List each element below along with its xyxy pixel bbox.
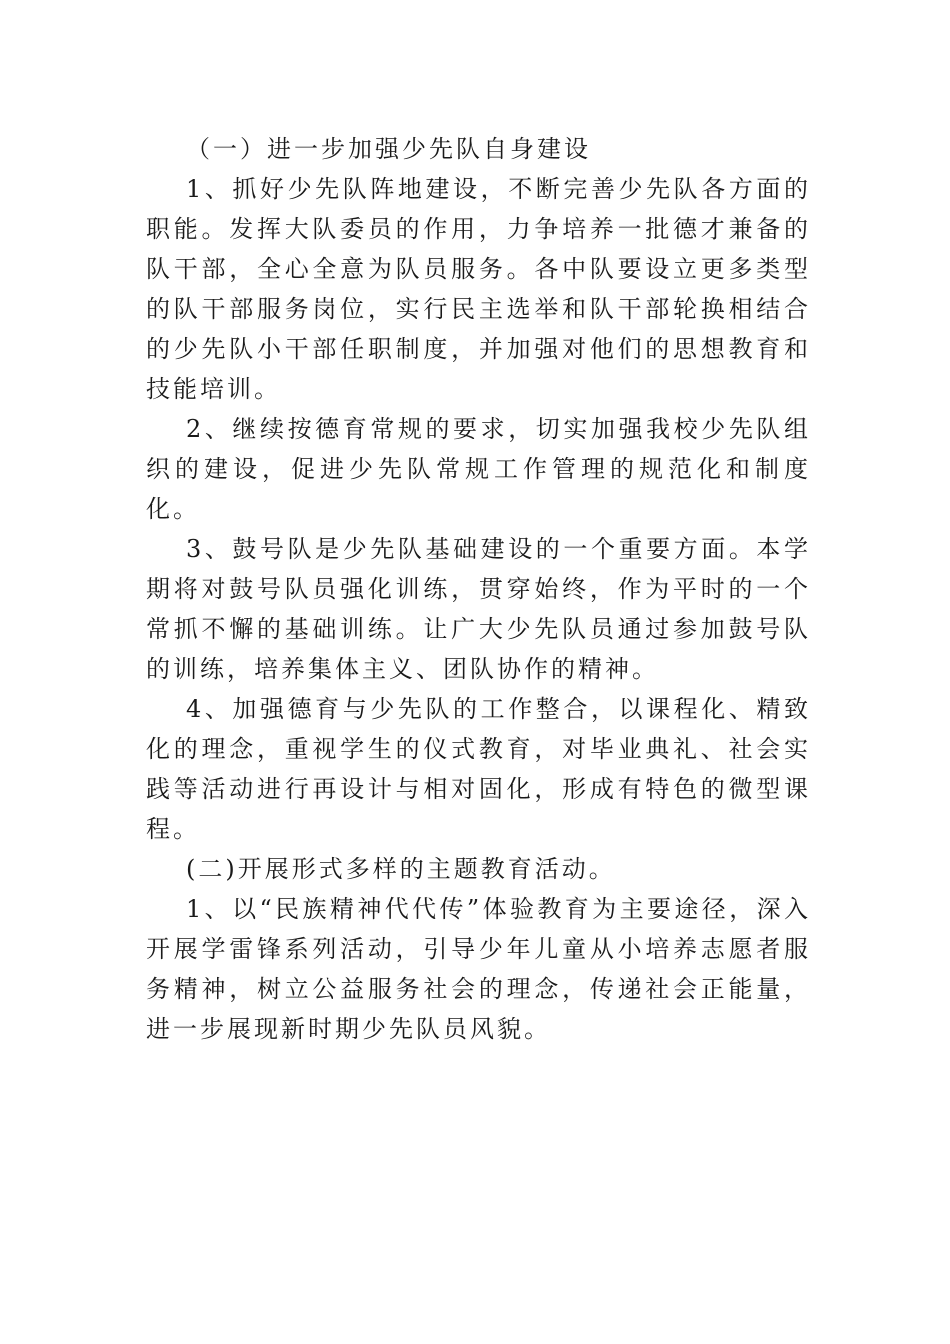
paragraph-5: 1、以“民族精神代代传”体验教育为主要途径，深入开展学雷锋系列活动，引导少年儿童从小培养志愿者服务精神，树立公益服务社会的理念，传递社会正能量，进一步展现新时期少先队员风貌。 <box>146 895 811 1043</box>
paragraph-1: 1、抓好少先队阵地建设，不断完善少先队各方面的职能。发挥大队委员的作用，力争培养一批德才兼备的队干部，全心全意为队员服务。各中队要设立更多类型的队干部服务岗位，实行民主选举和队干部轮换相结合的少先队小干部任职制度，并加强对他们的思想教育和技能培训。 <box>146 175 811 403</box>
document-body <box>146 129 811 1049</box>
section-heading-1: （一）进一步加强少先队自身建设 <box>186 135 591 163</box>
paragraph-3: 3、鼓号队是少先队基础建设的一个重要方面。本学期将对鼓号队员强化训练，贯穿始终，作为平时的一个常抓不懈的基础训练。让广大少先队员通过参加鼓号队的训练，培养集体主义、团队协作的精神。 <box>146 535 811 683</box>
paragraph-4: 4、加强德育与少先队的工作整合，以课程化、精致化的理念，重视学生的仪式教育，对毕业典礼、社会实践等活动进行再设计与相对固化，形成有特色的微型课程。 <box>146 695 811 843</box>
section-heading-2: (二)开展形式多样的主题教育活动。 <box>186 855 616 883</box>
paragraph-2: 2、继续按德育常规的要求，切实加强我校少先队组织的建设，促进少先队常规工作管理的规范化和制度化。 <box>146 415 811 523</box>
